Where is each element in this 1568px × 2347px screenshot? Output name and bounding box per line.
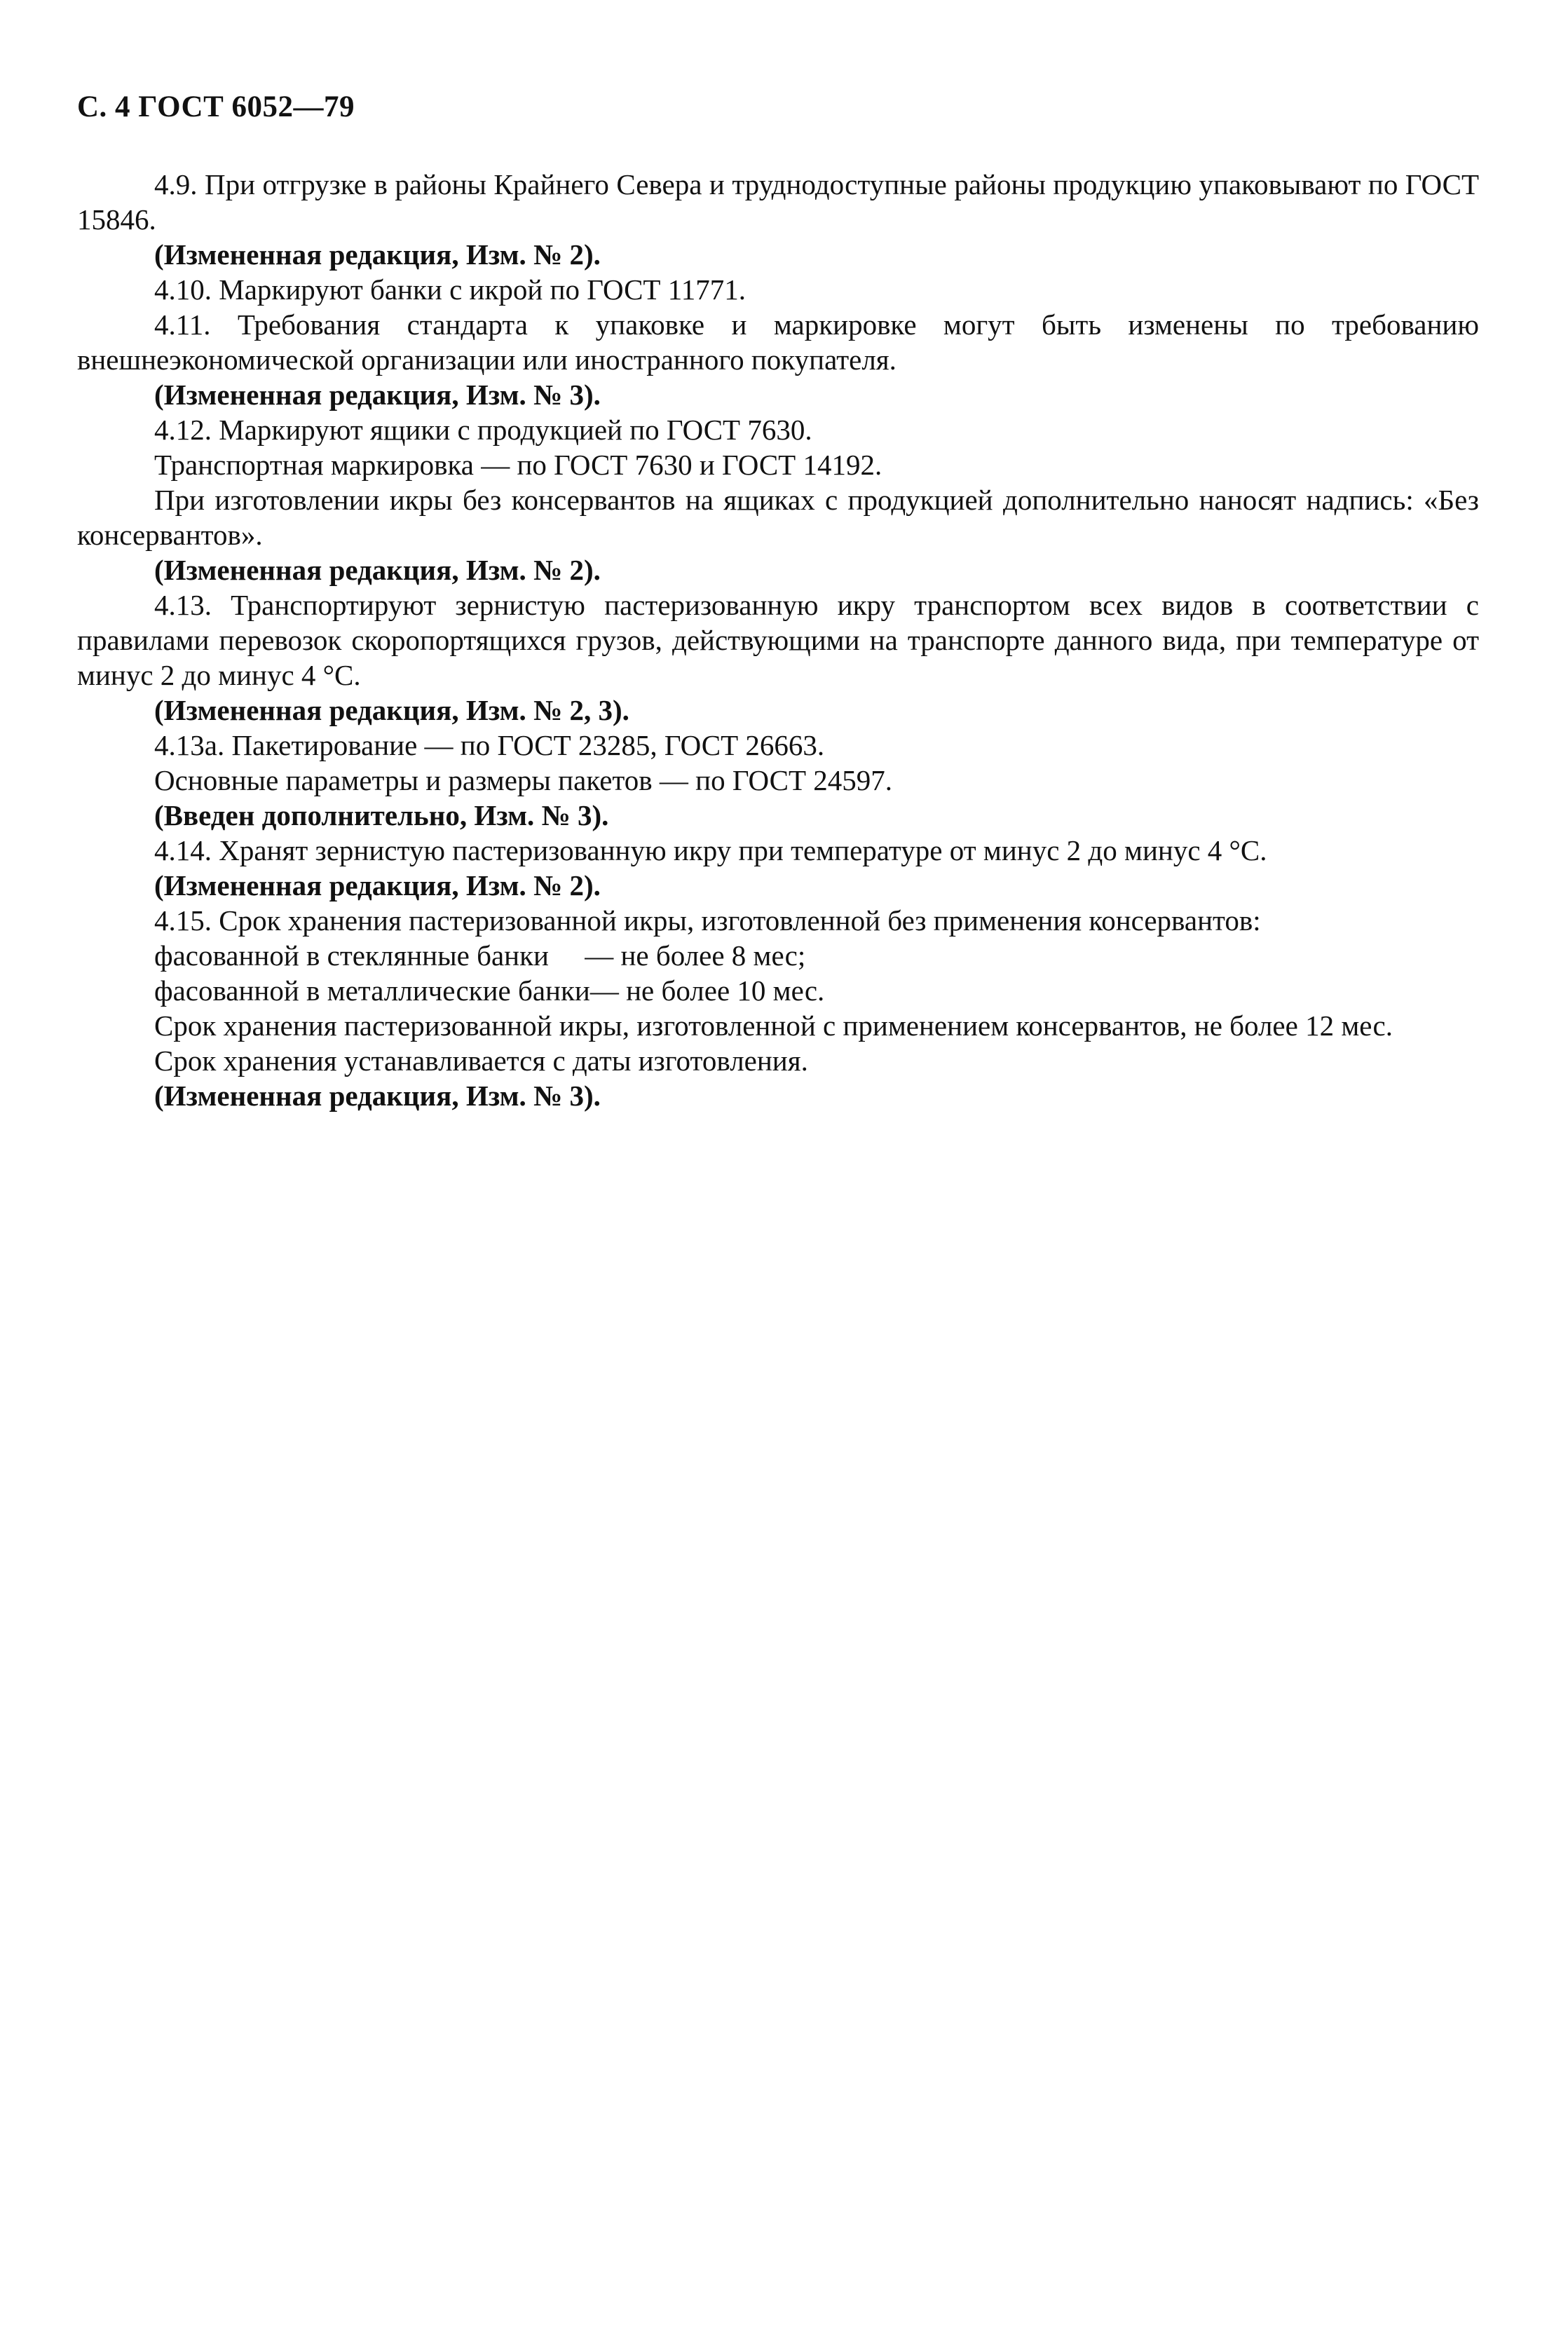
amendment-note: (Измененная редакция, Изм. № 2). bbox=[154, 554, 601, 586]
clause-4-13: 4.13. Транспортируют зернистую пастеризованную икру транспортом всех видов в соответствии с правилами перевозок скоропортящихся грузов, действующими на транспорте данного вида, при температуре от минус 2 до минус 4 °С. bbox=[77, 589, 1479, 691]
package-parameters-paragraph: Основные параметры и размеры пакетов — по ГОСТ 24597. bbox=[154, 764, 893, 796]
clause-4-10: 4.10. Маркируют банки с икрой по ГОСТ 11771. bbox=[154, 273, 746, 306]
transport-marking-paragraph: Транспортная маркировка — по ГОСТ 7630 и ГОСТ 14192. bbox=[154, 449, 882, 481]
clause-4-9: 4.9. При отгрузке в районы Крайнего Севера и труднодоступные районы продукцию упаковывают по ГОСТ 15846. bbox=[77, 168, 1479, 236]
amendment-note: (Измененная редакция, Изм. № 3). bbox=[154, 1080, 601, 1112]
shelf-life-start-paragraph: Срок хранения устанавливается с даты изготовления. bbox=[154, 1045, 808, 1077]
shelf-life-glass-jars: фасованной в стеклянные банки — не более 8 мес; bbox=[154, 939, 806, 972]
page-header: С. 4 ГОСТ 6052—79 bbox=[77, 90, 355, 123]
amendment-note: (Измененная редакция, Изм. № 3). bbox=[154, 379, 601, 411]
clause-4-11: 4.11. Требования стандарта к упаковке и маркировке могут быть изменены по требованию внешнеэкономической организации или иностранного покупателя. bbox=[77, 308, 1479, 376]
clause-4-12: 4.12. Маркируют ящики с продукцией по ГОСТ 7630. bbox=[154, 414, 812, 446]
shelf-life-with-preservatives-paragraph: Срок хранения пастеризованной икры, изготовленной с применением консервантов, не более 12 мес. bbox=[154, 1009, 1393, 1042]
document-body bbox=[77, 167, 1479, 1113]
clause-4-14: 4.14. Хранят зернистую пастеризованную икру при температуре от минус 2 до минус 4 °С. bbox=[154, 834, 1267, 866]
clause-4-15: 4.15. Срок хранения пастеризованной икры, изготовленной без применения консервантов: bbox=[154, 904, 1261, 937]
clause-4-13a: 4.13а. Пакетирование — по ГОСТ 23285, ГОСТ 26663. bbox=[154, 729, 825, 761]
amendment-note: (Введен дополнительно, Изм. № 3). bbox=[154, 799, 609, 831]
no-preservatives-paragraph: При изготовлении икры без консервантов на ящиках с продукцией дополнительно наносят надпись: «Без консервантов». bbox=[77, 484, 1479, 551]
shelf-life-metal-cans: фасованной в металлические банки— не более 10 мес. bbox=[154, 974, 825, 1007]
amendment-note: (Измененная редакция, Изм. № 2). bbox=[154, 869, 601, 902]
amendment-note: (Измененная редакция, Изм. № 2, 3). bbox=[154, 694, 629, 726]
amendment-note: (Измененная редакция, Изм. № 2). bbox=[154, 238, 601, 271]
